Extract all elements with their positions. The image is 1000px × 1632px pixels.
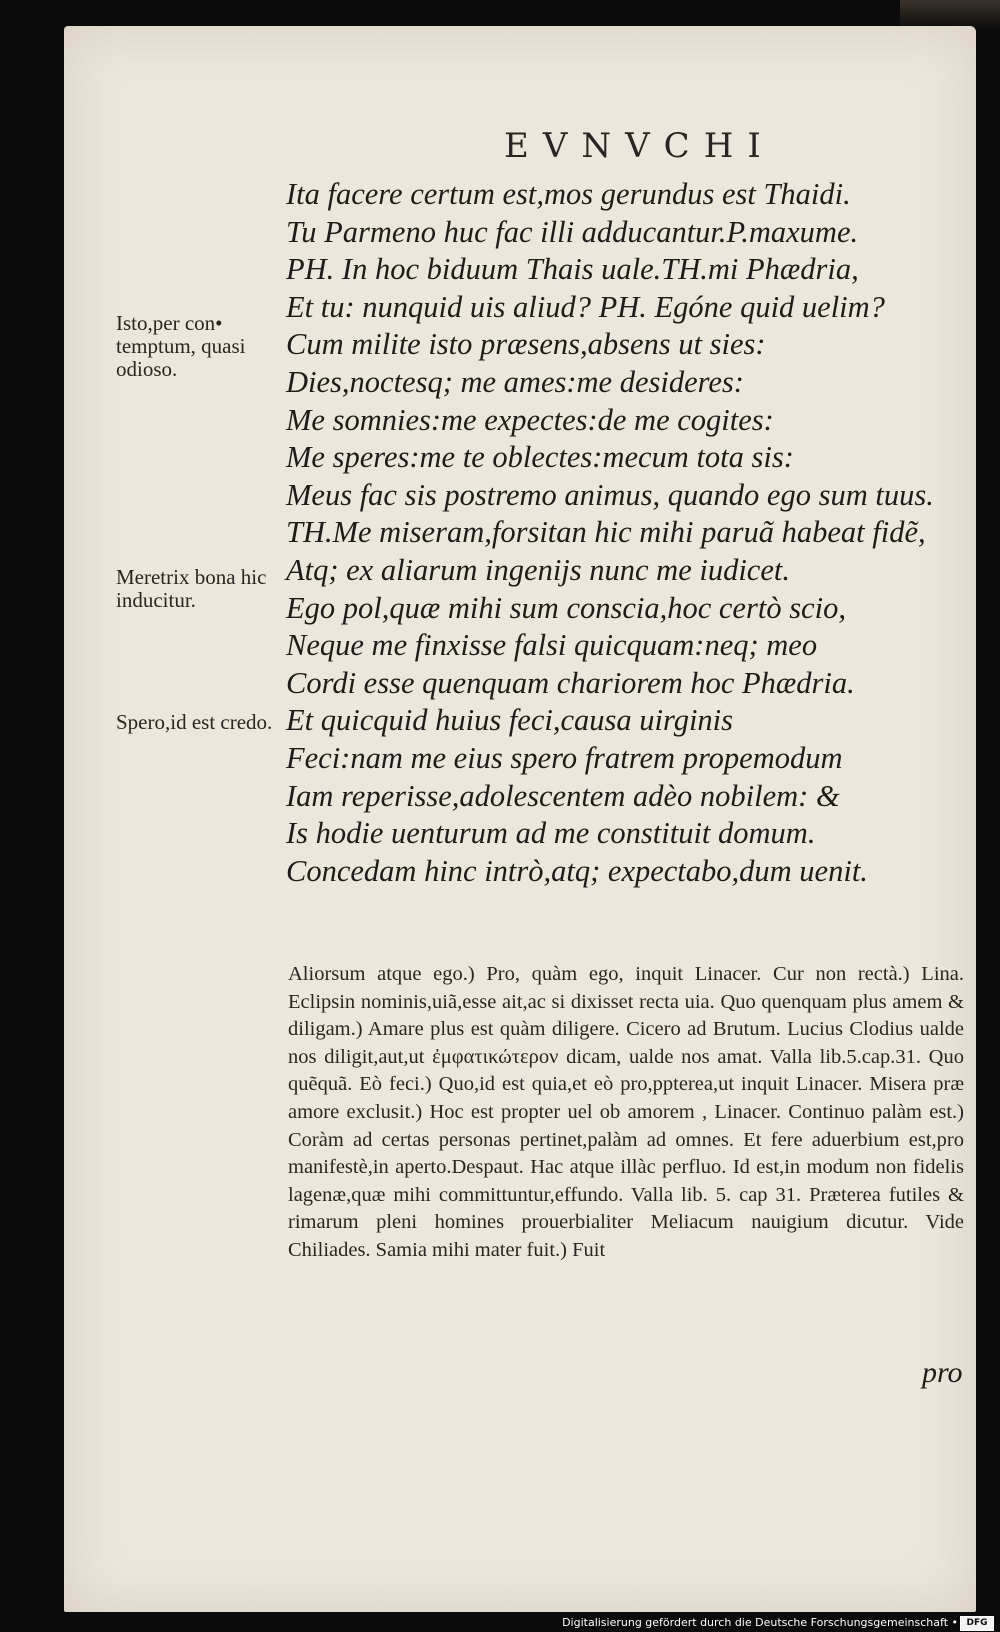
- verse-line: TH.Me miseram,forsitan hic mihi paruã habeat fidẽ,: [286, 515, 926, 550]
- verse-line: Feci:nam me eius spero fratrem propemodum: [286, 740, 843, 775]
- verse-line: Et tu: nunquid uis aliud? PH. Egóne quid uelim?: [286, 289, 885, 324]
- verse-line: Me speres:me te oblectes:mecum tota sis:: [286, 440, 794, 475]
- verse-line: Cum milite isto præsens,absens ut sies:: [286, 327, 766, 362]
- commentary-text: Aliorsum atque ego.) Pro, quàm ego, inquit Linacer. Cur non rectà.) Lina. Eclipsin nominis,uiã,esse ait,ac si dixisset recta uia. Quo quenquam plus amem & diligam.) Amare plus est quàm diligere. Cicero ad Brutum. Lucius Clodius ualde nos diligit,aut,ut ἐμφατικώτερον dicam, ualde nos amat. Valla lib.5.cap.31. Quo quẽquã. Eò feci.) Quo,id est quia,et eò pro,ppterea,ut inquit Linacer. Misera præ amore exclusit.) Hoc est propter uel ob amorem , Linacer. Continuo palàm est.) Coràm ad certas personas pertinet,palàm ad omnes. Et fere aduerbium est,pro manifestè,in aperto.Despaut. Hac atque illàc perfluo. Id est,in modum non fidelis lagenæ,quæ mihi committuntur,effundo. Valla lib. 5. cap 31. Præterea futiles & rimarum pleni homines prouerbialiter Meliacum nauigium dicutur. Vide Chiliades. Samia mihi mater fuit.) Fuit: [288, 963, 964, 1261]
- verse-line: Neque me finxisse falsi quicquam:neq; meo: [286, 628, 818, 663]
- verse-line: Dies,noctesq; me ames:me desideres:: [286, 364, 744, 399]
- book-page: [64, 26, 976, 1612]
- running-head: EVNVCHI: [504, 126, 775, 166]
- margin-note-meretrix: Meretrix bona hic inducitur.: [116, 565, 267, 612]
- verse-line: Meus fac sis postremo animus, quando ego sum tuus.: [286, 477, 934, 512]
- verse-line: Me somnies:me expectes:de me cogites:: [286, 402, 774, 437]
- verse-line: Atq; ex aliarum ingenijs nunc me iudicet.: [286, 552, 790, 587]
- verse-line: Ita facere certum est,mos gerundus est Thaidi.: [286, 177, 851, 211]
- dfg-logo-icon: DFG: [960, 1616, 994, 1631]
- verse-line: Et quicquid huius feci,causa uirginis: [286, 703, 734, 738]
- digitization-credit: Digitalisierung gefördert durch die Deutsche Forschungsgemeinschaft •: [562, 1616, 958, 1629]
- verse-line: Cordi esse quenquam chariorem hoc Phædria.: [286, 665, 855, 700]
- verse-line: Ego pol,quæ mihi sum conscia,hoc certò scio,: [286, 590, 846, 625]
- margin-note-isto: Isto,per con• temptum, quasi odioso.: [116, 311, 246, 381]
- verse-line: Concedam hinc intrò,atq; expectabo,dum uenit.: [286, 853, 868, 888]
- verse-line: PH. In hoc biduum Thais uale.TH.mi Phædria,: [286, 252, 859, 287]
- catchword: pro: [922, 1356, 963, 1389]
- verse-line: Tu Parmeno huc fac illi adducantur.P.maxume.: [286, 214, 859, 249]
- verse-line: Iam reperisse,adolescentem adèo nobilem: &: [286, 778, 840, 813]
- verse-text: [286, 176, 966, 890]
- margin-note-spero: Spero,id est credo.: [116, 710, 273, 734]
- verse-line: Is hodie uenturum ad me constituit domum.: [286, 816, 816, 851]
